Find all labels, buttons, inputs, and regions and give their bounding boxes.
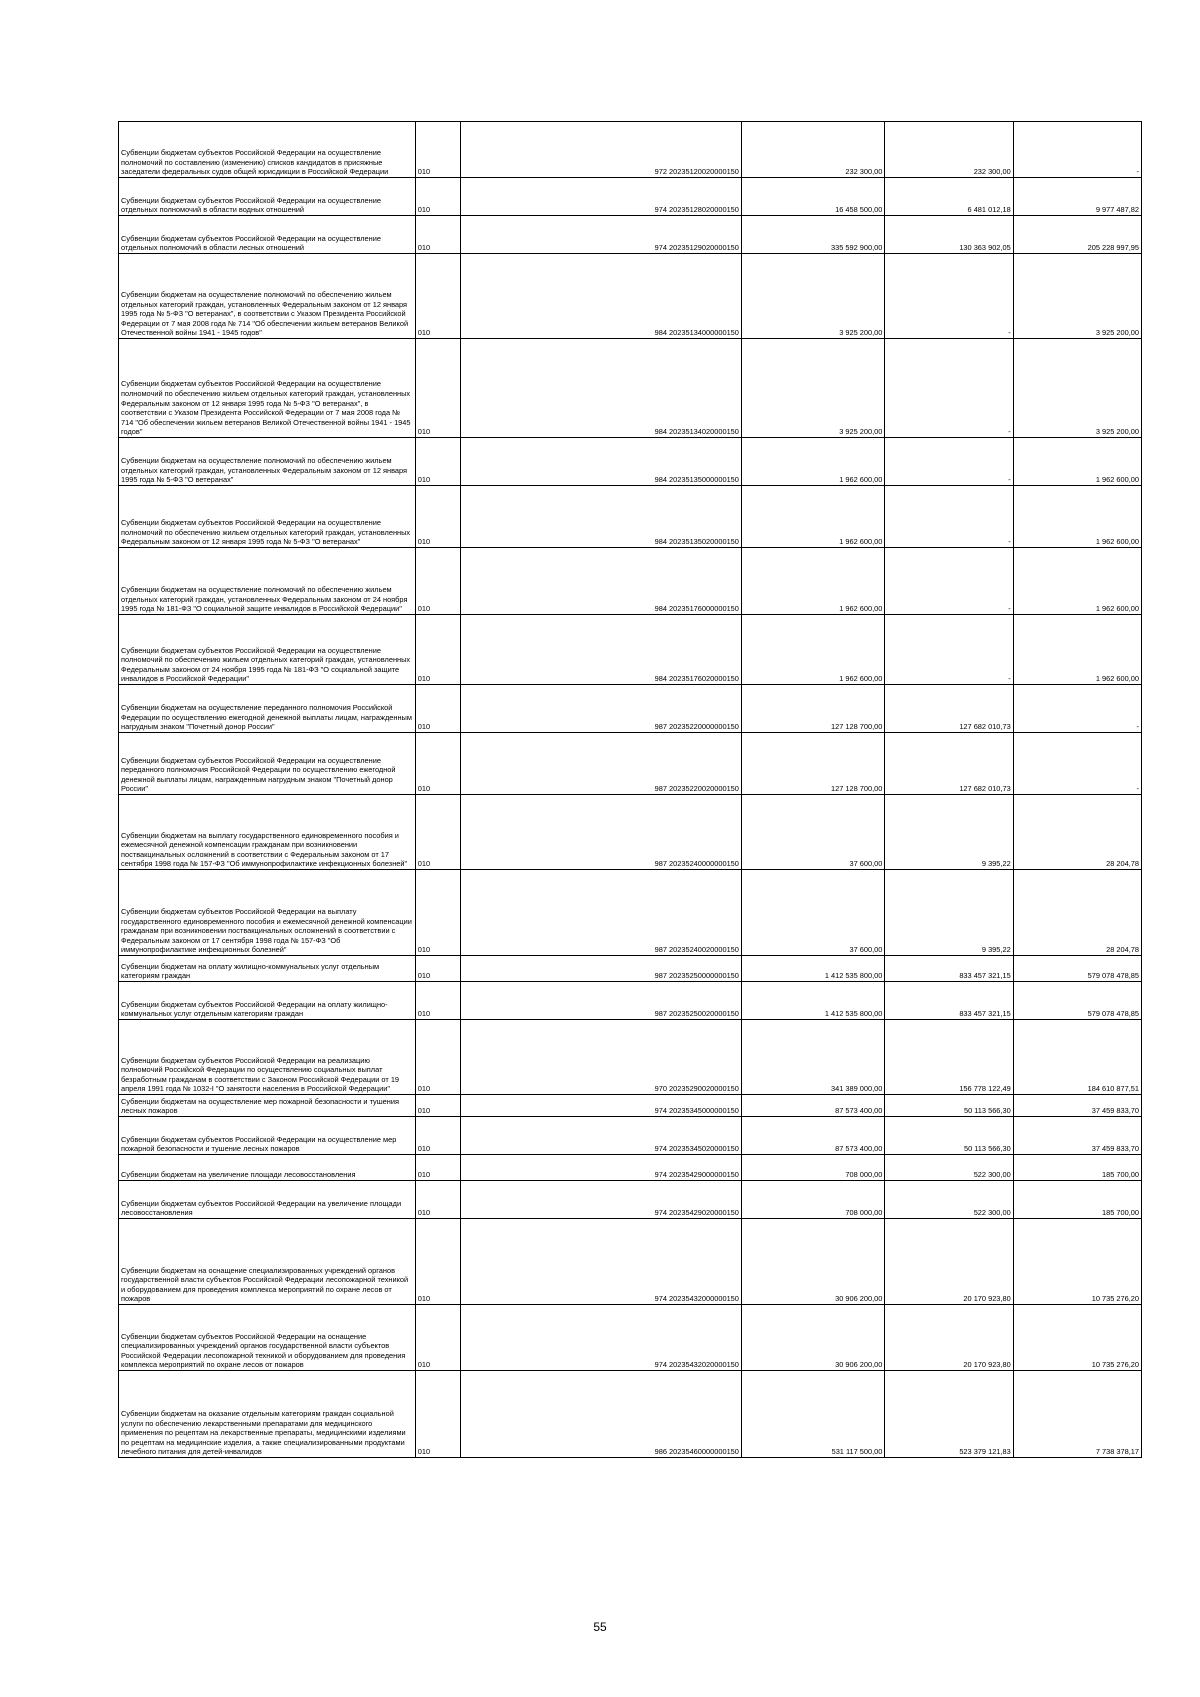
table-row xyxy=(119,1305,1142,1371)
row-name: Субвенции бюджетам на оказание отдельным категориям граждан социальной услуги по обеспечению лекарственными препаратами для медицинского применения по рецептам на лекарственные препараты, медицинскими изделиями по рецептам на медицинские изделия, а также специализированными продуктами лечебного питания для детей-инвалидов xyxy=(119,1371,416,1458)
row-approved-amount: 30 906 200,00 xyxy=(741,1219,885,1305)
row-approved-amount: 232 300,00 xyxy=(741,122,885,178)
table-row xyxy=(119,733,1142,795)
row-executed-amount: 20 170 923,80 xyxy=(885,1219,1013,1305)
row-approved-amount: 127 128 700,00 xyxy=(741,733,885,795)
row-approved-amount: 1 962 600,00 xyxy=(741,438,885,486)
row-remaining-amount: 1 962 600,00 xyxy=(1013,486,1141,548)
row-kbk: 974 20235129020000150 xyxy=(461,216,741,254)
row-name: Субвенции бюджетам на увеличение площади лесовосстановления xyxy=(119,1155,416,1181)
table-row xyxy=(119,615,1142,685)
row-executed-amount: 523 379 121,83 xyxy=(885,1371,1013,1458)
row-approved-amount: 37 600,00 xyxy=(741,870,885,956)
row-code: 010 xyxy=(415,438,461,486)
row-name: Субвенции бюджетам субъектов Российской Федерации на оснащение специализированных учреждений органов государственной власти субъектов Российской Федерации лесопожарной техникой и оборудованием для проведения комплекса мероприятий по охране лесов от пожаров xyxy=(119,1305,416,1371)
row-code: 010 xyxy=(415,795,461,870)
row-kbk: 974 20235345020000150 xyxy=(461,1117,741,1155)
row-name: Субвенции бюджетам субъектов Российской Федерации на осуществление отдельных полномочий в области водных отношений xyxy=(119,178,416,216)
table-row xyxy=(119,795,1142,870)
row-remaining-amount: 3 925 200,00 xyxy=(1013,339,1141,438)
row-remaining-amount: 185 700,00 xyxy=(1013,1155,1141,1181)
row-kbk: 987 20235220000000150 xyxy=(461,685,741,733)
row-kbk: 987 20235250000000150 xyxy=(461,956,741,982)
row-code: 010 xyxy=(415,486,461,548)
row-remaining-amount: 1 962 600,00 xyxy=(1013,548,1141,615)
table-row xyxy=(119,216,1142,254)
row-remaining-amount: 185 700,00 xyxy=(1013,1181,1141,1219)
row-code: 010 xyxy=(415,548,461,615)
table-row xyxy=(119,1219,1142,1305)
row-approved-amount: 3 925 200,00 xyxy=(741,339,885,438)
row-kbk: 984 20235135000000150 xyxy=(461,438,741,486)
table-row xyxy=(119,956,1142,982)
row-executed-amount: 127 682 010,73 xyxy=(885,685,1013,733)
row-code: 010 xyxy=(415,1181,461,1219)
row-executed-amount: - xyxy=(885,548,1013,615)
row-name: Субвенции бюджетам субъектов Российской Федерации на реализацию полномочий Российской Федерации по осуществлению социальных выплат безработным гражданам в соответствии с Законом Российской Федерации от 19 апреля 1991 года № 1032-I "О занятости населения в Российской Федерации" xyxy=(119,1020,416,1095)
row-approved-amount: 1 412 535 800,00 xyxy=(741,956,885,982)
row-code: 010 xyxy=(415,254,461,339)
row-approved-amount: 1 412 535 800,00 xyxy=(741,982,885,1020)
row-approved-amount: 37 600,00 xyxy=(741,795,885,870)
row-approved-amount: 127 128 700,00 xyxy=(741,685,885,733)
row-executed-amount: 130 363 902,05 xyxy=(885,216,1013,254)
row-remaining-amount: 28 204,78 xyxy=(1013,795,1141,870)
row-kbk: 987 20235240020000150 xyxy=(461,870,741,956)
row-approved-amount: 1 962 600,00 xyxy=(741,548,885,615)
row-executed-amount: 9 395,22 xyxy=(885,870,1013,956)
page-number: 55 xyxy=(593,1620,607,1634)
table-body xyxy=(119,122,1142,1458)
row-name: Субвенции бюджетам субъектов Российской Федерации на осуществление переданного полномочия Российской Федерации по осуществлению ежегодной денежной выплаты лицам, награжденным нагрудным знаком "Почетный донор России" xyxy=(119,733,416,795)
row-kbk: 974 20235432020000150 xyxy=(461,1305,741,1371)
row-executed-amount: 522 300,00 xyxy=(885,1155,1013,1181)
row-remaining-amount: 9 977 487,82 xyxy=(1013,178,1141,216)
row-name: Субвенции бюджетам субъектов Российской Федерации на оплату жилищно-коммунальных услуг отдельным категориям граждан xyxy=(119,982,416,1020)
row-kbk: 972 20235120020000150 xyxy=(461,122,741,178)
row-remaining-amount: 1 962 600,00 xyxy=(1013,615,1141,685)
row-executed-amount: 6 481 012,18 xyxy=(885,178,1013,216)
row-code: 010 xyxy=(415,216,461,254)
row-remaining-amount: - xyxy=(1013,733,1141,795)
row-executed-amount: - xyxy=(885,615,1013,685)
row-name: Субвенции бюджетам на осуществление мер пожарной безопасности и тушения лесных пожаров xyxy=(119,1095,416,1117)
row-name: Субвенции бюджетам на оснащение специализированных учреждений органов государственной власти субъектов Российской Федерации лесопожарной техникой и оборудованием для проведения комплекса мероприятий по охране лесов от пожаров xyxy=(119,1219,416,1305)
table-row xyxy=(119,1117,1142,1155)
table-row xyxy=(119,339,1142,438)
row-approved-amount: 3 925 200,00 xyxy=(741,254,885,339)
row-name: Субвенции бюджетам субъектов Российской Федерации на осуществление отдельных полномочий в области лесных отношений xyxy=(119,216,416,254)
row-approved-amount: 87 573 400,00 xyxy=(741,1095,885,1117)
row-code: 010 xyxy=(415,1219,461,1305)
row-executed-amount: - xyxy=(885,254,1013,339)
row-kbk: 984 20235176020000150 xyxy=(461,615,741,685)
row-code: 010 xyxy=(415,733,461,795)
row-remaining-amount: - xyxy=(1013,122,1141,178)
row-kbk: 970 20235290020000150 xyxy=(461,1020,741,1095)
row-remaining-amount: 579 078 478,85 xyxy=(1013,982,1141,1020)
table-row xyxy=(119,685,1142,733)
row-approved-amount: 341 389 000,00 xyxy=(741,1020,885,1095)
row-executed-amount: 20 170 923,80 xyxy=(885,1305,1013,1371)
row-kbk: 987 20235240000000150 xyxy=(461,795,741,870)
row-executed-amount: 127 682 010,73 xyxy=(885,733,1013,795)
row-executed-amount: 50 113 566,30 xyxy=(885,1095,1013,1117)
row-kbk: 974 20235432000000150 xyxy=(461,1219,741,1305)
row-code: 010 xyxy=(415,1020,461,1095)
row-executed-amount: 156 778 122,49 xyxy=(885,1020,1013,1095)
row-remaining-amount: 10 735 276,20 xyxy=(1013,1305,1141,1371)
row-code: 010 xyxy=(415,956,461,982)
row-kbk: 974 20235128020000150 xyxy=(461,178,741,216)
row-kbk: 984 20235134000000150 xyxy=(461,254,741,339)
row-kbk: 984 20235135020000150 xyxy=(461,486,741,548)
row-kbk: 986 20235460000000150 xyxy=(461,1371,741,1458)
row-code: 010 xyxy=(415,685,461,733)
row-approved-amount: 87 573 400,00 xyxy=(741,1117,885,1155)
row-remaining-amount: 10 735 276,20 xyxy=(1013,1219,1141,1305)
row-approved-amount: 16 458 500,00 xyxy=(741,178,885,216)
row-name: Субвенции бюджетам субъектов Российской Федерации на осуществление полномочий по составлению (изменению) списков кандидатов в присяжные заседатели федеральных судов общей юрисдикции в Российской Федерации xyxy=(119,122,416,178)
table-row xyxy=(119,122,1142,178)
row-name: Субвенции бюджетам субъектов Российской Федерации на осуществление полномочий по обеспечению жильем отдельных категорий граждан, установленных Федеральным законом от 12 января 1995 года № 5-ФЗ "О ветеранах", в соответствии с Указом Президента Российской Федерации от 7 мая 2008 года № 714 "Об обеспечении жильем ветеранов Великой Отечественной войны 1941 - 1945 годов" xyxy=(119,339,416,438)
row-kbk: 974 20235345000000150 xyxy=(461,1095,741,1117)
table-row xyxy=(119,1371,1142,1458)
row-executed-amount: 50 113 566,30 xyxy=(885,1117,1013,1155)
row-code: 010 xyxy=(415,178,461,216)
row-executed-amount: 9 395,22 xyxy=(885,795,1013,870)
row-code: 010 xyxy=(415,870,461,956)
row-approved-amount: 335 592 900,00 xyxy=(741,216,885,254)
row-name: Субвенции бюджетам на оплату жилищно-коммунальных услуг отдельным категориям граждан xyxy=(119,956,416,982)
row-code: 010 xyxy=(415,615,461,685)
row-code: 010 xyxy=(415,1305,461,1371)
row-code: 010 xyxy=(415,1117,461,1155)
row-remaining-amount: 37 459 833,70 xyxy=(1013,1095,1141,1117)
row-approved-amount: 30 906 200,00 xyxy=(741,1305,885,1371)
row-remaining-amount: 579 078 478,85 xyxy=(1013,956,1141,982)
row-remaining-amount: 1 962 600,00 xyxy=(1013,438,1141,486)
row-executed-amount: 833 457 321,15 xyxy=(885,956,1013,982)
row-kbk: 974 20235429020000150 xyxy=(461,1181,741,1219)
row-name: Субвенции бюджетам субъектов Российской Федерации на выплату государственного единовременного пособия и ежемесячной денежной компенсации гражданам при возникновении поствакцинальных осложнений в соответствии с Федеральным законом от 17 сентября 1998 года № 157-ФЗ "Об иммунопрофилактике инфекционных болезней" xyxy=(119,870,416,956)
row-executed-amount: 232 300,00 xyxy=(885,122,1013,178)
row-code: 010 xyxy=(415,1095,461,1117)
row-name: Субвенции бюджетам на выплату государственного единовременного пособия и ежемесячной денежной компенсации гражданам при возникновении поствакцинальных осложнений в соответствии с Федеральным законом от 17 сентября 1998 года № 157-ФЗ "Об иммунопрофилактике инфекционных болезней" xyxy=(119,795,416,870)
row-executed-amount: - xyxy=(885,486,1013,548)
row-remaining-amount: 7 738 378,17 xyxy=(1013,1371,1141,1458)
row-remaining-amount: 3 925 200,00 xyxy=(1013,254,1141,339)
row-name: Субвенции бюджетам субъектов Российской Федерации на осуществление полномочий по обеспечению жильем отдельных категорий граждан, установленных Федеральным законом от 12 января 1995 года № 5-ФЗ "О ветеранах" xyxy=(119,486,416,548)
row-name: Субвенции бюджетам субъектов Российской Федерации на осуществление мер пожарной безопасности и тушение лесных пожаров xyxy=(119,1117,416,1155)
row-executed-amount: 522 300,00 xyxy=(885,1181,1013,1219)
row-name: Субвенции бюджетам на осуществление переданного полномочия Российской Федерации по осуществлению ежегодной денежной выплаты лицам, награжденным нагрудным знаком "Почетный донор России" xyxy=(119,685,416,733)
row-approved-amount: 708 000,00 xyxy=(741,1155,885,1181)
table-row xyxy=(119,1181,1142,1219)
table-row xyxy=(119,178,1142,216)
row-approved-amount: 708 000,00 xyxy=(741,1181,885,1219)
row-name: Субвенции бюджетам на осуществление полномочий по обеспечению жильем отдельных категорий граждан, установленных Федеральным законом от 24 ноября 1995 года № 181-ФЗ "О социальной защите инвалидов в Российской Федерации" xyxy=(119,548,416,615)
table-row xyxy=(119,486,1142,548)
row-remaining-amount: 184 610 877,51 xyxy=(1013,1020,1141,1095)
row-code: 010 xyxy=(415,982,461,1020)
table-row xyxy=(119,1020,1142,1095)
row-name: Субвенции бюджетам на осуществление полномочий по обеспечению жильем отдельных категорий граждан, установленных Федеральным законом от 12 января 1995 года № 5-ФЗ "О ветеранах", в соответствии с Указом Президента Российской Федерации от 7 мая 2008 года № 714 "Об обеспечении жильем ветеранов Великой Отечественной войны 1941 - 1945 годов" xyxy=(119,254,416,339)
table-row xyxy=(119,982,1142,1020)
row-remaining-amount: - xyxy=(1013,685,1141,733)
row-kbk: 987 20235250020000150 xyxy=(461,982,741,1020)
table-row xyxy=(119,870,1142,956)
row-executed-amount: - xyxy=(885,438,1013,486)
row-remaining-amount: 205 228 997,95 xyxy=(1013,216,1141,254)
row-code: 010 xyxy=(415,1371,461,1458)
row-remaining-amount: 37 459 833,70 xyxy=(1013,1117,1141,1155)
row-executed-amount: - xyxy=(885,339,1013,438)
budget-execution-table xyxy=(118,121,1142,1458)
row-kbk: 987 20235220020000150 xyxy=(461,733,741,795)
table-row xyxy=(119,1155,1142,1181)
row-remaining-amount: 28 204,78 xyxy=(1013,870,1141,956)
row-approved-amount: 1 962 600,00 xyxy=(741,615,885,685)
table-row xyxy=(119,438,1142,486)
row-name: Субвенции бюджетам на осуществление полномочий по обеспечению жильем отдельных категорий граждан, установленных Федеральным законом от 12 января 1995 года № 5-ФЗ "О ветеранах" xyxy=(119,438,416,486)
row-code: 010 xyxy=(415,339,461,438)
table-row xyxy=(119,548,1142,615)
row-kbk: 974 20235429000000150 xyxy=(461,1155,741,1181)
table-row xyxy=(119,254,1142,339)
row-kbk: 984 20235134020000150 xyxy=(461,339,741,438)
row-executed-amount: 833 457 321,15 xyxy=(885,982,1013,1020)
row-approved-amount: 531 117 500,00 xyxy=(741,1371,885,1458)
row-name: Субвенции бюджетам субъектов Российской Федерации на увеличение площади лесовосстановления xyxy=(119,1181,416,1219)
table-row xyxy=(119,1095,1142,1117)
row-kbk: 984 20235176000000150 xyxy=(461,548,741,615)
row-approved-amount: 1 962 600,00 xyxy=(741,486,885,548)
row-code: 010 xyxy=(415,122,461,178)
row-name: Субвенции бюджетам субъектов Российской Федерации на осуществление полномочий по обеспечению жильем отдельных категорий граждан, установленных Федеральным законом от 24 ноября 1995 года № 181-ФЗ "О социальной защите инвалидов в Российской Федерации" xyxy=(119,615,416,685)
row-code: 010 xyxy=(415,1155,461,1181)
